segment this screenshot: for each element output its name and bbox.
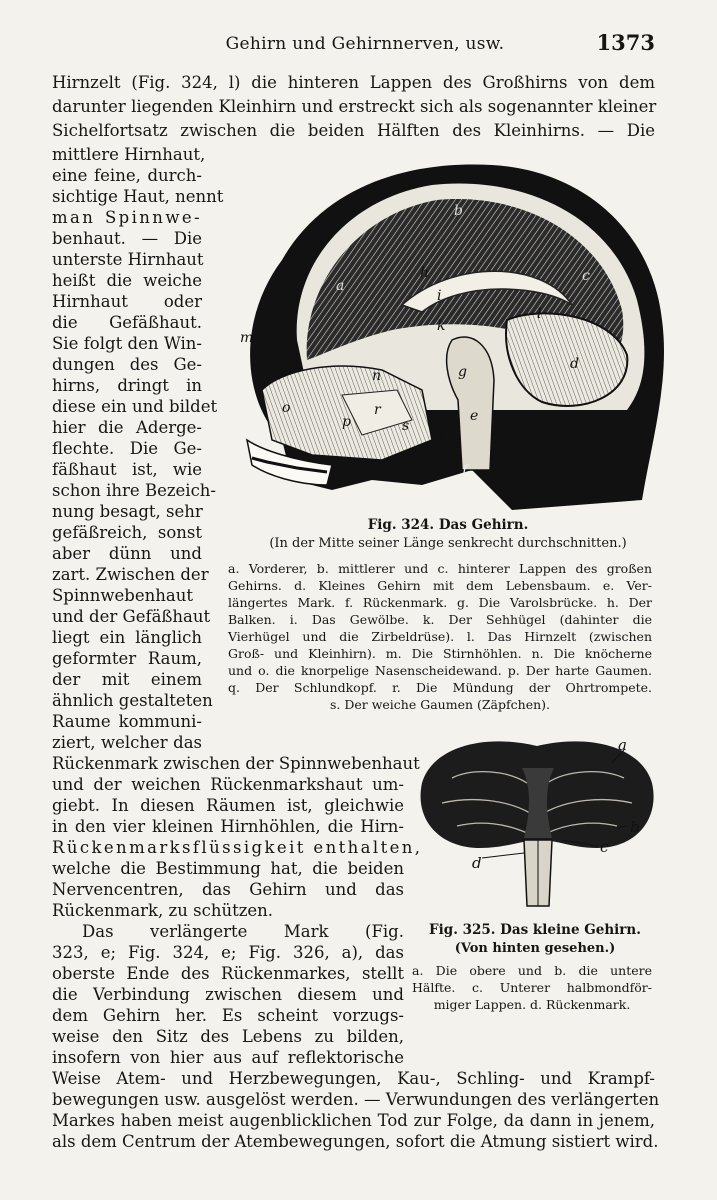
fig-label: o (282, 400, 291, 416)
fig-label: q (434, 428, 443, 444)
figure-legend-line: a. Vorderer, b. mittlerer und c. hinterer Lappen des großen (228, 561, 652, 576)
text-line: hirns, dringt in (52, 376, 202, 395)
text-line: ähnlich gestalteten (52, 691, 213, 710)
fig-label: k (437, 318, 446, 334)
text-line: Hirnhaut oder (52, 292, 202, 311)
cerebellum-figure (412, 728, 664, 908)
text-line: Rückenmark, zu schützen. (52, 901, 274, 920)
text-line: Markes haben meist augenblicklichen Tod zur Folge, da dann in jenem, (52, 1111, 655, 1130)
text-line: Weise Atem- und Herzbewegungen, Kau-, Schling- und Krampf- (52, 1069, 655, 1088)
text-line: schon ihre Bezeich- (52, 481, 217, 500)
text-line: und der weichen Rückenmarkshaut um- (52, 775, 404, 794)
text-line: benhaut. — Die (52, 229, 202, 248)
fig-label: c (582, 268, 590, 284)
figure-subtitle: (In der Mitte seiner Länge senkrecht durchschnitten.) (269, 536, 627, 551)
figure-legend-line: und o. die knorpelige Nasenscheidewand. p. Der harte Gaumen. (228, 663, 652, 678)
text-line: flechte. Die Ge- (52, 439, 202, 458)
text-line: fäßhaut ist, wie (52, 460, 202, 479)
text-line: dem Gehirn her. Es scheint vorzugs- (52, 1006, 404, 1025)
figure-legend-line: miger Lappen. d. Rückenmark. (433, 997, 631, 1012)
fig-label: d (472, 854, 482, 872)
text-line: darunter liegenden Kleinhirn und erstreckt sich als sogenannter kleiner (52, 97, 657, 116)
fig-label: m (240, 330, 254, 346)
figure-subtitle: (Von hinten gesehen.) (454, 941, 616, 956)
figure-title: Fig. 324. Das Gehirn. (367, 517, 529, 533)
text-line: giebt. In diesen Räumen ist, gleichwie (52, 796, 404, 815)
fig-label: d (570, 356, 579, 372)
text-line: ziert, welcher das (52, 733, 202, 752)
text-line: und der Gefäßhaut (52, 607, 211, 626)
figure-title: Fig. 325. Das kleine Gehirn. (429, 922, 641, 938)
brain-section-figure (222, 140, 672, 516)
text-line: eine feine, durch- (52, 166, 202, 185)
text-line: Das verlängerte Mark (Fig. (82, 922, 404, 941)
running-header: Gehirn und Gehirnnerven, usw. (225, 34, 505, 54)
text-line: der mit einem (52, 670, 202, 689)
fig-label: p (342, 414, 351, 430)
fig-label: f (462, 463, 468, 479)
text-line: gefäßreich, sonst (52, 523, 202, 542)
figure-legend-line: Gehirns. d. Kleines Gehirn mit dem Lebensbaum. e. Ver- (228, 578, 652, 593)
text-line: Spinnwebenhaut (52, 586, 193, 605)
fig-label: c (600, 838, 609, 856)
text-line: diese ein und bildet (52, 397, 218, 416)
text-line: mittlere Hirnhaut, (52, 145, 206, 164)
text-line: unterste Hirnhaut (52, 250, 204, 269)
text-line: als dem Centrum der Atembewegungen, sofort die Atmung sistiert wird. (52, 1132, 659, 1151)
leader-line (482, 853, 524, 858)
text-line: hier die Aderge- (52, 418, 202, 437)
fig-label: a (336, 278, 345, 294)
figure-legend-line: längertes Mark. f. Rückenmark. g. Die Varolsbrücke. h. Der (228, 595, 652, 610)
text-line: Sichelfortsatz zwischen die beiden Hälften des Kleinhirns. — Die (52, 121, 655, 140)
text-line: die Verbindung zwischen diesem und (52, 985, 404, 1004)
text-line: man Spinnwe- (52, 208, 202, 227)
fig-label: h (420, 265, 430, 281)
text-line: welche die Bestimmung hat, die beiden (52, 859, 404, 878)
figure-legend-line: s. Der weiche Gaumen (Zäpfchen). (329, 697, 550, 712)
figure-legend-line: Balken. i. Das Gewölbe. k. Der Sehhügel (dahinter die (228, 612, 652, 627)
text-line: Rückenmarksflüssigkeit enthalten, (52, 838, 423, 857)
text-line: Hirnzelt (Fig. 324, l) die hinteren Lappen des Großhirns von dem (52, 73, 655, 92)
fig-label: g (458, 364, 467, 380)
text-line: Raume kommuni- (52, 712, 202, 731)
figure-legend-line: q. Der Schlundkopf. r. Die Mündung der Ohrtrompete. (228, 680, 652, 695)
text-line: geformter Raum, (52, 649, 202, 668)
fig-label: n (372, 368, 382, 384)
fig-label: r (374, 402, 381, 418)
fig-label: l (537, 306, 542, 322)
text-line: aber dünn und (52, 544, 202, 563)
text-line: zart. Zwischen der (52, 565, 209, 584)
figure-legend-line: Vierhügel und die Zirbeldrüse). l. Das Hirnzelt (zwischen (228, 629, 652, 644)
fig-label: a (618, 736, 627, 754)
figure-legend-line: Hälfte. c. Unterer halbmondför- (412, 980, 652, 995)
figure-legend-line: Groß- und Kleinhirn). m. Die Stirnhöhlen. n. Die knöcherne (228, 646, 652, 661)
text-line: dungen des Ge- (52, 355, 202, 374)
fig-label: b (454, 203, 463, 219)
page-number: 1373 (596, 30, 655, 55)
fig-label: e (470, 408, 479, 424)
text-line: Sie folgt den Win- (52, 334, 202, 353)
text-line: liegt ein länglich (52, 628, 202, 647)
fig-label: s (402, 418, 410, 434)
text-line: oberste Ende des Rückenmarkes, stellt (52, 964, 404, 983)
text-line: bewegungen usw. ausgelöst werden. — Verwundungen des verlängerten (52, 1090, 660, 1109)
text-line: in den vier kleinen Hirnhöhlen, die Hirn- (52, 817, 404, 836)
figure-legend-line: a. Die obere und b. die untere (412, 963, 652, 978)
text-line: sichtige Haut, nennt (52, 187, 224, 206)
text-line: nung besagt, sehr (52, 502, 203, 521)
fig-label: b (630, 818, 640, 836)
text-line: 323, e; Fig. 324, e; Fig. 326, a), das (52, 943, 404, 962)
text-line: die Gefäßhaut. (52, 313, 202, 332)
text-line: weise den Sitz des Lebens zu bilden, (52, 1027, 404, 1046)
fig-label: i (437, 288, 442, 304)
text-line: heißt die weiche (52, 271, 202, 290)
text-line: Rückenmark zwischen der Spinnwebenhaut (52, 754, 420, 773)
text-line: Nervencentren, das Gehirn und das (52, 880, 404, 899)
text-line: insofern von hier aus auf reflektorische (52, 1048, 404, 1067)
